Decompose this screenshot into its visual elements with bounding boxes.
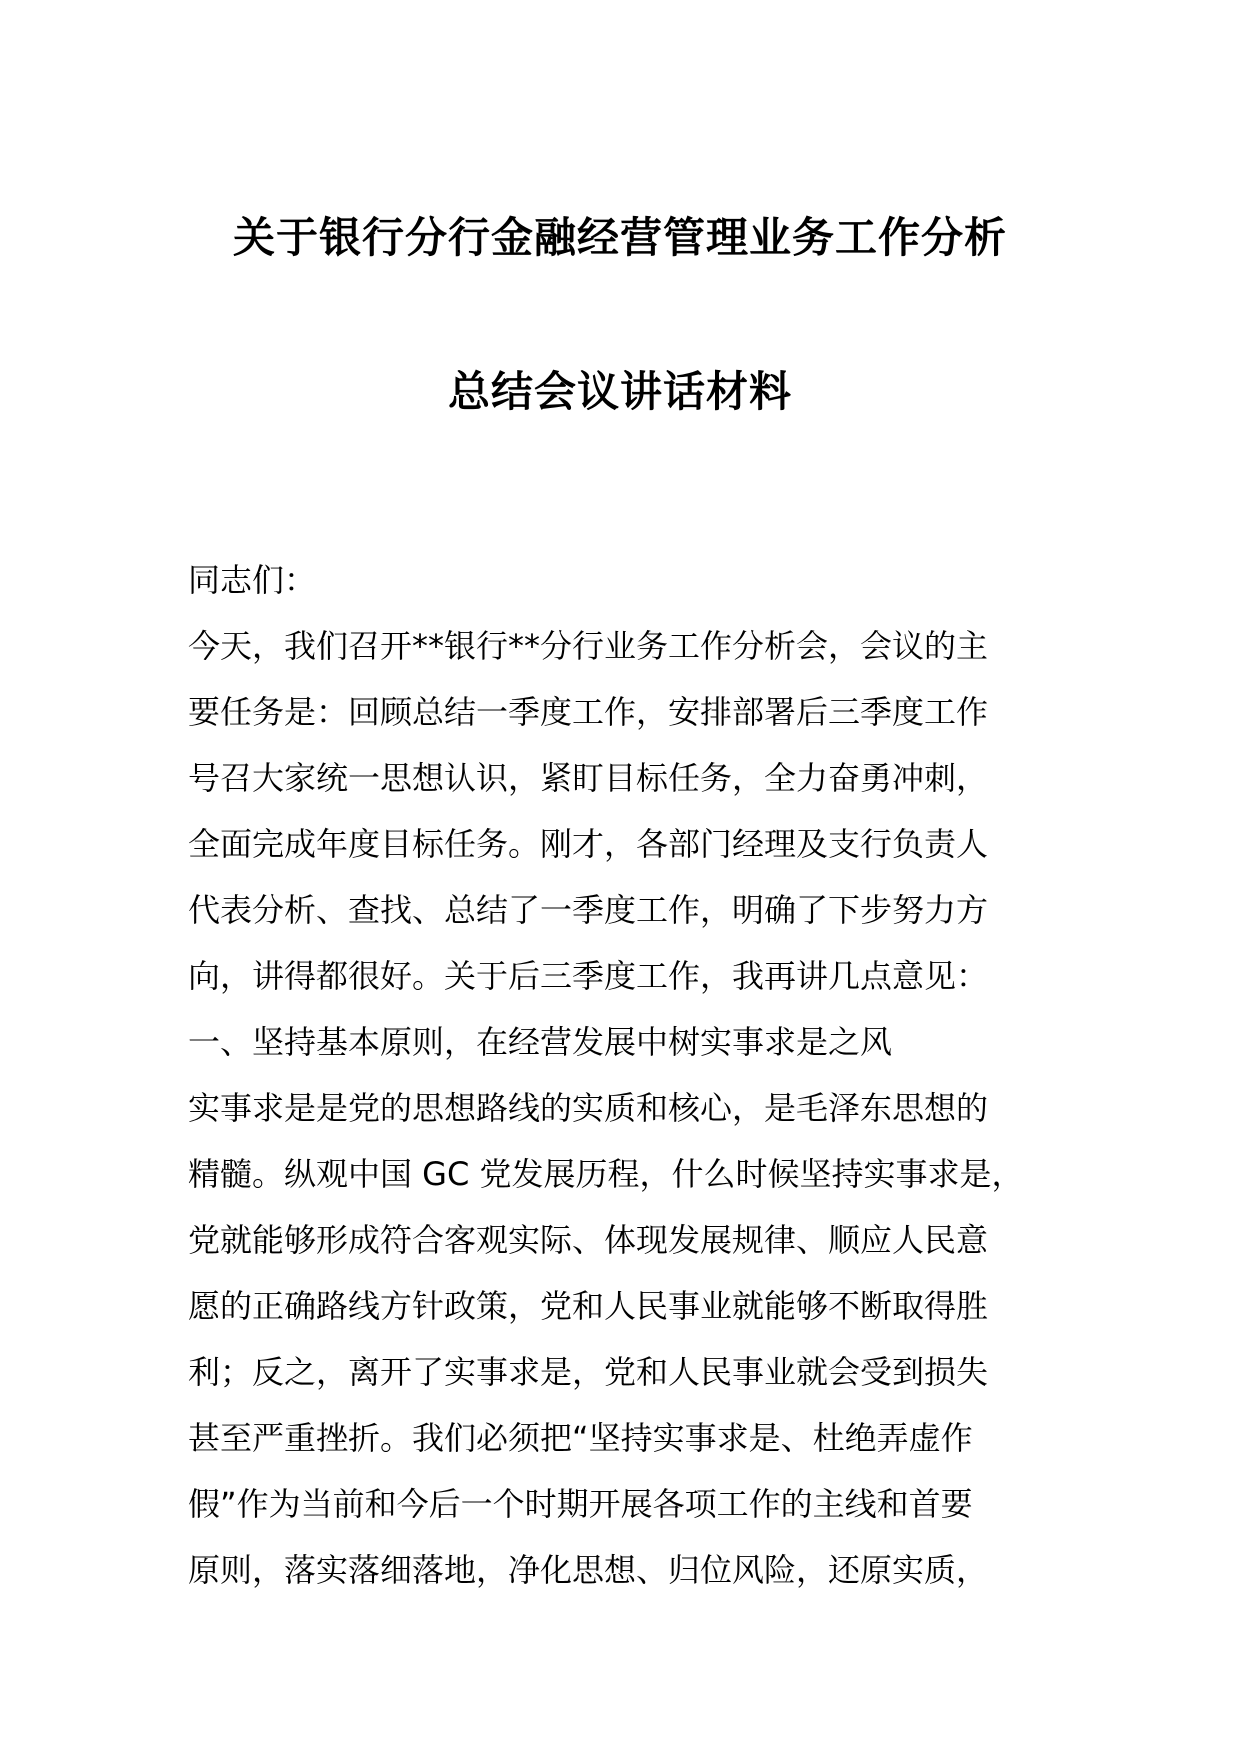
body-line: 愿的正确路线方针政策，党和人民事业就能够不断取得胜: [188, 1287, 989, 1325]
body-line: 假”作为当前和今后一个时期开展各项工作的主线和首要: [188, 1485, 973, 1523]
body-line: 号召大家统一思想认识，紧盯目标任务，全力奋勇冲刺，: [188, 759, 989, 797]
section-heading: 一、坚持基本原则，在经营发展中树实事求是之风: [188, 1023, 893, 1061]
body-line: 党就能够形成符合客观实际、体现发展规律、顺应人民意: [188, 1221, 989, 1259]
body-line: 利；反之，离开了实事求是，党和人民事业就会受到损失: [188, 1353, 989, 1391]
body-line: 代表分析、查找、总结了一季度工作，明确了下步努力方: [188, 891, 989, 929]
body-line: 向，讲得都很好。关于后三季度工作，我再讲几点意见：: [188, 957, 989, 995]
salutation: 同志们：: [188, 561, 317, 599]
document-body: [188, 547, 1068, 1603]
body-line: 要任务是：回顾总结一季度工作，安排部署后三季度工作: [188, 693, 989, 731]
document-title-line-1: 关于银行分行金融经营管理业务工作分析: [232, 213, 1007, 262]
body-line: 原则，落实落细落地，净化思想、归位风险，还原实质，: [188, 1551, 989, 1589]
body-line: 实事求是是党的思想路线的实质和核心，是毛泽东思想的: [188, 1089, 989, 1127]
body-line: 甚至严重挫折。我们必须把“坚持实事求是、杜绝弄虚作: [188, 1419, 973, 1457]
body-line: 精髓。纵观中国 GC 党发展历程，什么时候坚持实事求是，: [188, 1155, 1024, 1193]
body-line: 全面完成年度目标任务。刚才，各部门经理及支行负责人: [188, 825, 989, 863]
body-line: 今天，我们召开**银行**分行业务工作分析会，会议的主: [188, 627, 989, 665]
document-title-line-2: 总结会议讲话材料: [447, 367, 792, 416]
